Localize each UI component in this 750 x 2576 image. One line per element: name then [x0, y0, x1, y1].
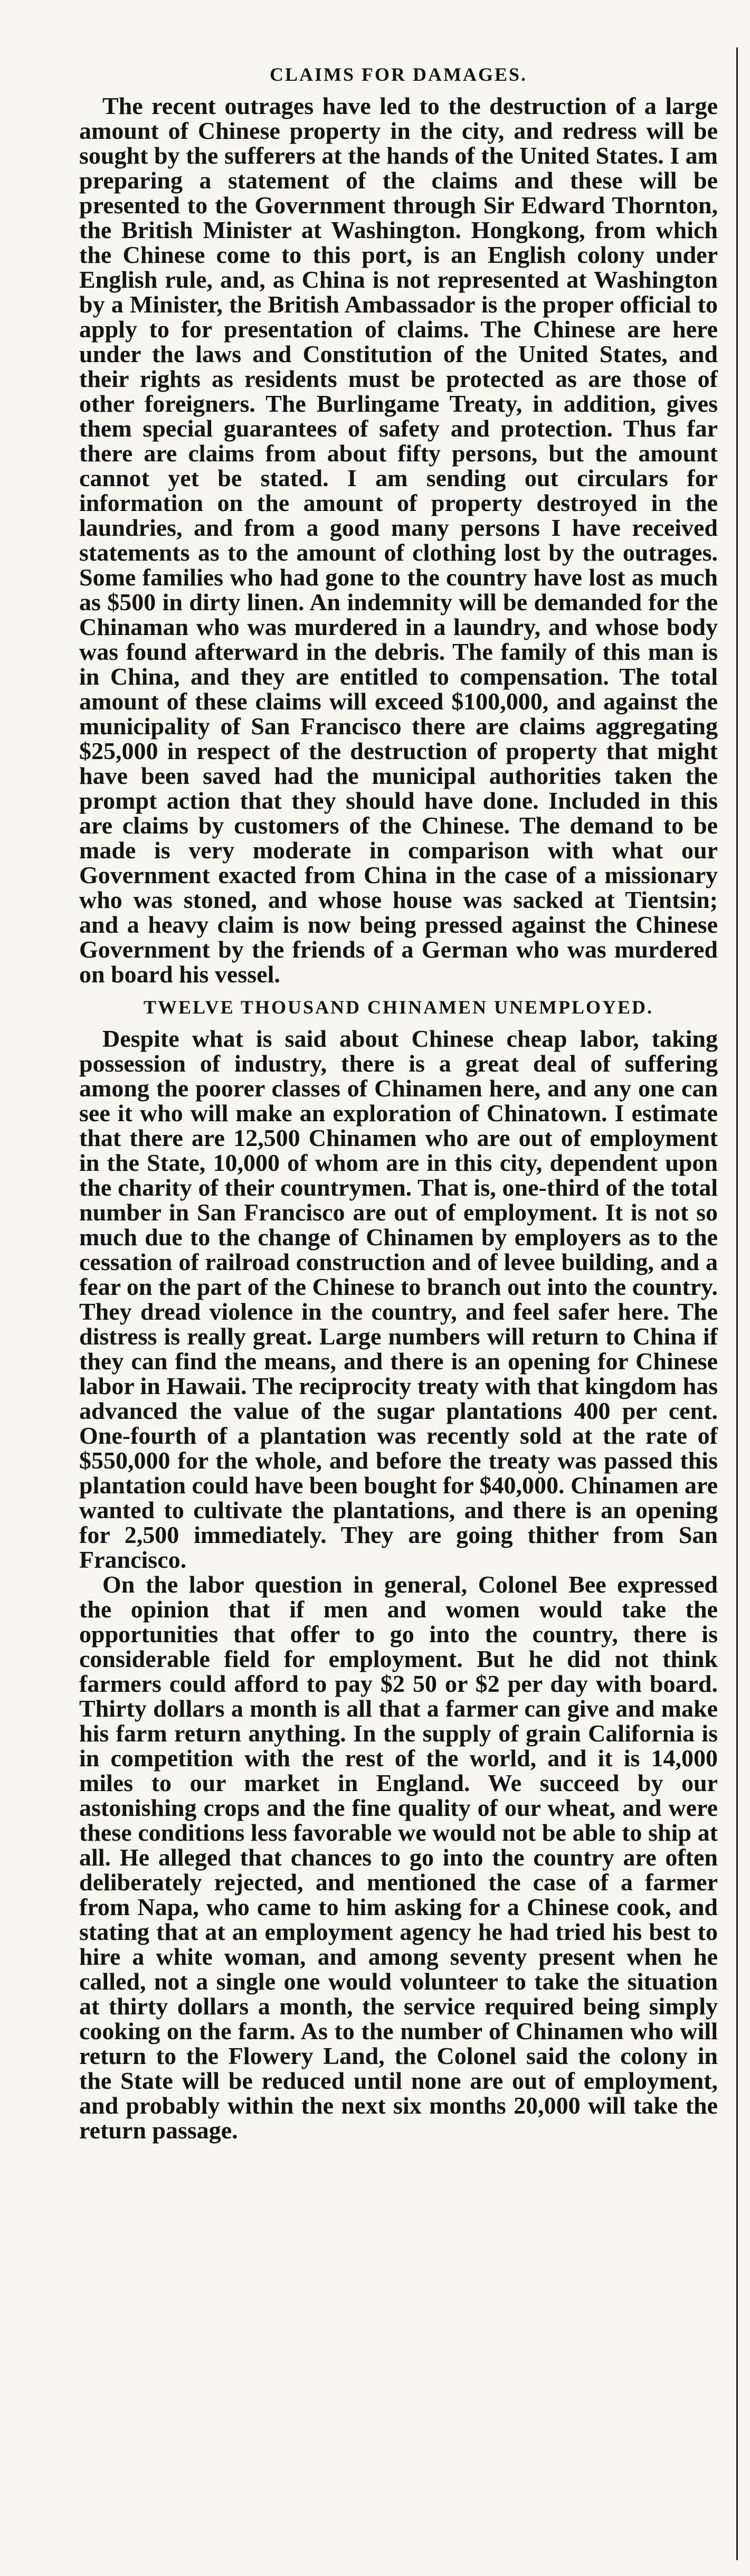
- article-column: [79, 63, 718, 2143]
- section-heading-unemployed: TWELVE THOUSAND CHINAMEN UNEMPLOYED.: [143, 997, 654, 1018]
- section-heading-claims: CLAIMS FOR DAMAGES.: [269, 64, 527, 85]
- column-rule: [736, 48, 738, 2560]
- paragraph-labor-question: On the labor question in general, Colonel Bee expressed the opinion that if men and women would take the opportunities that offer to go into the country, there is considerable field for employment. But he did not think farmers could afford to pay $2 50 or $2 per day with board. Thirty dollars a month is all that a farmer can give and make his farm return anything. In the supply of grain California is in competition with the rest of the world, and it is 14,000 miles to our market in England. We succeed by our astonishing crops and the fine quality of our wheat, and were these conditions less favorable we would not be able to ship at all. He alleged that chances to go into the country are often deliberately rejected, and mentioned the case of a farmer from Napa, who came to him asking for a Chinese cook, and stating that at an employment agency he had tried his best to hire a white woman, and among seventy present when he called, not a single one would volunteer to take the situation at thirty dollars a month, the service required being simply cooking on the farm. As to the number of Chinamen who will return to the Flowery Land, the Colonel said the colony in the State will be reduced until none are out of employment, and probably within the next six months 20,000 will take the return passage.: [79, 1571, 718, 2144]
- paragraph-unemployed: Despite what is said about Chinese cheap labor, taking possession of industry, there is a great deal of suffering among the poorer classes of Chinamen here, and any one can see it who will make an exploration of Chinatown. I estimate that there are 12,500 Chinamen who are out of employment in the State, 10,000 of whom are in this city, dependent upon the charity of their countrymen. That is, one-third of the total number in San Francisco are out of employment. It is not so much due to the change of Chinamen by employers as to the cessation of railroad construction and of levee building, and a fear on the part of the Chinese to branch out into the country. They dread violence in the country, and feel safer here. The distress is really great. Large numbers will return to China if they can find the means, and there is an opening for Chinese labor in Hawaii. The reciprocity treaty with that kingdom has advanced the value of the sugar plantations 400 per cent. One-fourth of a plantation was recently sold at the rate of $550,000 for the whole, and before the treaty was passed this plantation could have been bought for $40,000. Chinamen are wanted to cultivate the plantations, and there is an opening for 2,500 immediately. They are going thither from San Francisco.: [79, 1025, 718, 1574]
- paragraph-claims: The recent outrages have led to the destruction of a large amount of Chinese property in the city, and redress will be sought by the sufferers at the hands of the United States. I am preparing a statement of the claims and these will be presented to the Government through Sir Edward Thornton, the British Minister at Washington. Hongkong, from which the Chinese come to this port, is an English colony under English rule, and, as China is not represented at Washington by a Minister, the British Ambassador is the proper official to apply to for presentation of claims. The Chinese are here under the laws and Constitution of the United States, and their rights as residents must be protected as are those of other foreigners. The Burlingame Treaty, in addition, gives them special guarantees of safety and protection. Thus far there are claims from about fifty persons, but the amount cannot yet be stated. I am sending out circulars for information on the amount of property destroyed in the laundries, and from a good many persons I have received statements as to the amount of clothing lost by the outrages. Some families who had gone to the country have lost as much as $500 in dirty linen. An indemnity will be demanded for the Chinaman who was murdered in a laundry, and whose body was found afterward in the debris. The family of this man is in China, and they are entitled to compensation. The total amount of these claims will exceed $100,000, and against the municipality of San Francisco there are claims aggregating $25,000 in respect of the destruction of property that might have been saved had the municipal authorities taken the prompt action that they should have done. Included in this are claims by customers of the Chinese. The demand to be made is very moderate in comparison with what our Government exacted from China in the case of a missionary who was stoned, and whose house was sacked at Tientsin; and a heavy claim is now being pressed against the Chinese Government by the friends of a German who was murdered on board his vessel.: [79, 92, 718, 988]
